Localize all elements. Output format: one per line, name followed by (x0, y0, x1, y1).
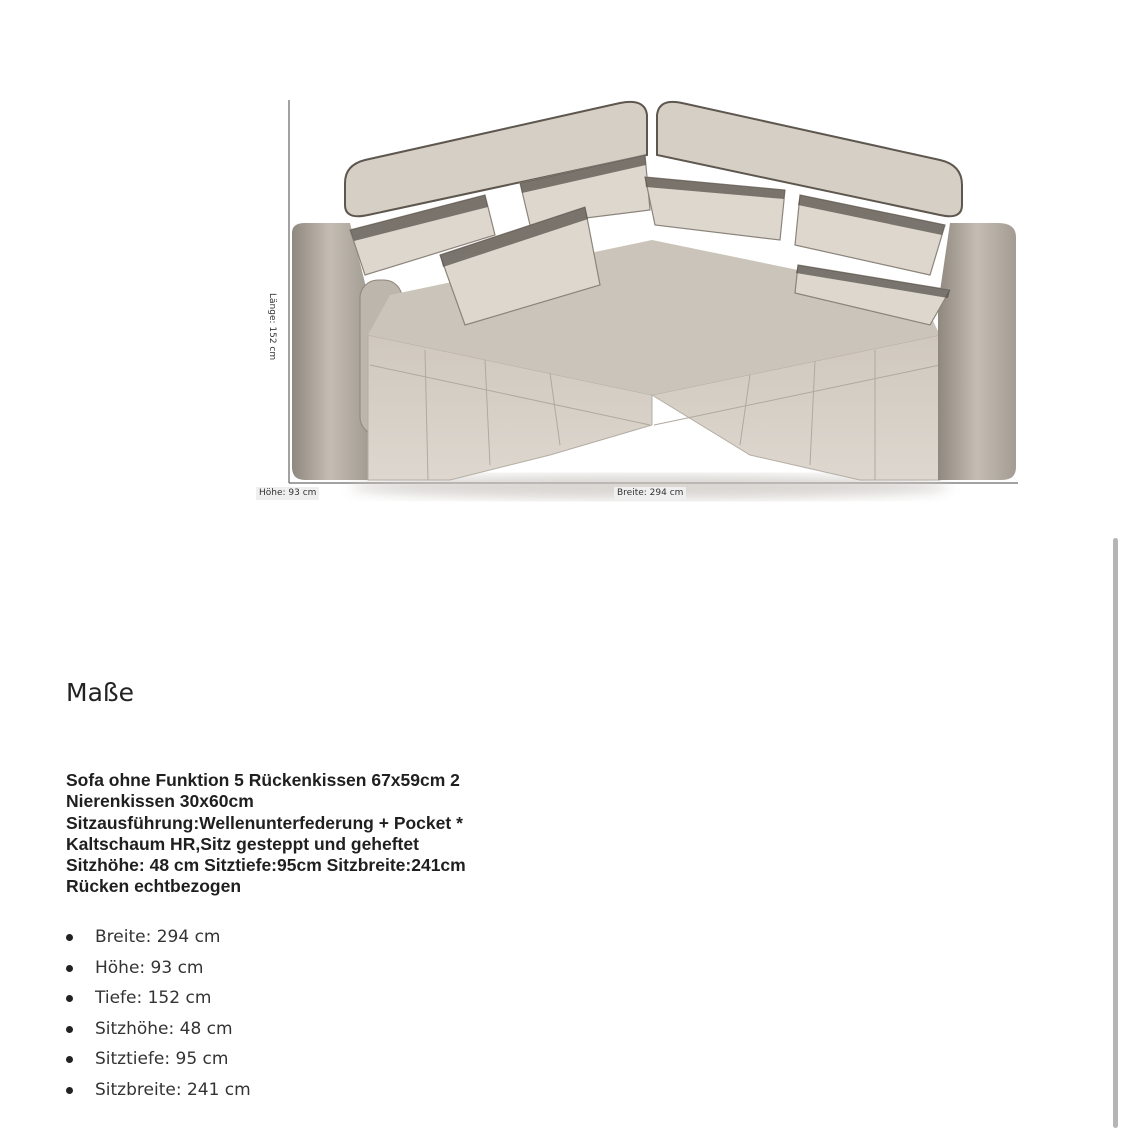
bullet-icon (66, 934, 73, 941)
height-dimension-label: Höhe: 93 cm (256, 487, 319, 500)
length-dimension-label: Länge: 152 cm (267, 293, 277, 361)
product-description: Sofa ohne Funktion 5 Rückenkissen 67x59cm 2 Nierenkissen 30x60cm Sitzausführung:Wellenunterfederung + Pocket * Kaltschaum HR,Sitz gesteppt und geheftet Sitzhöhe: 48 cm Sitztiefe:95cm Sitzbreite:241cm Rücken echtbezogen (66, 770, 466, 897)
spec-item-sitzhoehe (66, 1014, 251, 1045)
spec-item-sitztiefe (66, 1044, 251, 1075)
bullet-icon (66, 1056, 73, 1063)
bullet-icon (66, 965, 73, 972)
spec-text: Höhe: 93 cm (95, 957, 204, 978)
vertical-scrollbar[interactable] (1113, 538, 1118, 1128)
section-title: Maße (66, 678, 135, 707)
spec-item-sitzbreite (66, 1075, 251, 1106)
sofa-dimension-figure (250, 95, 1030, 515)
spec-text: Sitztiefe: 95 cm (95, 1049, 229, 1069)
spec-text: Sitzbreite: 241 cm (95, 1079, 251, 1100)
bullet-icon (66, 995, 73, 1002)
dimension-spec-list (66, 922, 251, 1105)
bullet-icon (66, 1026, 73, 1033)
bullet-icon (66, 1087, 73, 1094)
spec-item-hoehe (66, 953, 251, 984)
spec-item-tiefe (66, 983, 251, 1014)
width-dimension-label: Breite: 294 cm (614, 487, 686, 500)
sofa-top-view-image (250, 95, 1030, 515)
spec-text: Breite: 294 cm (95, 927, 221, 947)
spec-text: Tiefe: 152 cm (95, 988, 212, 1008)
spec-text: Sitzhöhe: 48 cm (95, 1018, 233, 1039)
spec-item-breite (66, 922, 251, 953)
